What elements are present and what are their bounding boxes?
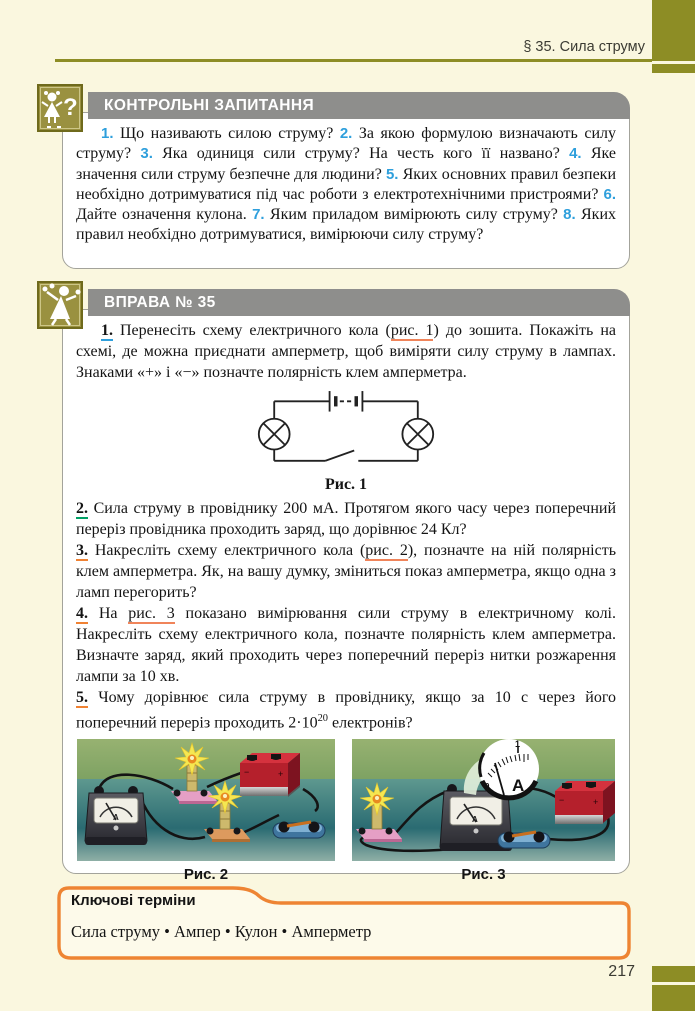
question-text: Яким приладом вимірюють силу струму? (264, 206, 564, 224)
fig2-illustration (77, 739, 335, 861)
switch (498, 832, 550, 849)
question-figure-icon (37, 84, 83, 132)
figure-reference: рис. 3 (128, 605, 175, 622)
header-rule (55, 59, 652, 62)
ammeter (85, 786, 147, 845)
top-right-olive-strip (652, 64, 695, 73)
question-text: Що називають силою струму? (113, 125, 340, 142)
bottom-right-olive-strip (652, 966, 695, 982)
question-number: 4. (569, 145, 582, 163)
fig1-caption: Рис. 1 (324, 476, 368, 493)
exercise-box (62, 309, 630, 884)
figure-reference: рис. 1 (390, 322, 434, 339)
battery (240, 753, 300, 797)
svg-text:+: + (593, 797, 599, 808)
top-right-olive-block (652, 0, 695, 61)
svg-text:−: − (559, 795, 565, 806)
exercise-section-bar (88, 289, 630, 316)
exercise-item: 4. На рис. 3 показано вимірювання сили струму в електричному колі. Накресліть схему електричного кола, позначте полярність клем амперметра. Визначте заряд, який проходить через поперечний переріз нитки розжарення лампи за 10 хв. (76, 605, 616, 685)
question-number: 8. (563, 206, 576, 224)
question-number: 2. (339, 125, 353, 142)
exercise-list-a (76, 320, 616, 383)
figure-circuit (76, 389, 616, 494)
questions-section-title: КОНТРОЛЬНІ ЗАПИТАННЯ (104, 97, 314, 114)
bottom-right-olive-block (652, 985, 695, 1011)
exercise-list-b (76, 498, 616, 733)
question-number: 5. (385, 165, 399, 183)
dial-label-1: 1 (515, 739, 521, 750)
svg-text:+: + (278, 769, 284, 780)
exercise-number: 3. (76, 542, 88, 559)
svg-text:?: ? (63, 94, 78, 121)
key-terms-title: Ключові терміни (71, 892, 196, 909)
figure-3 (352, 739, 615, 883)
battery (555, 781, 615, 824)
exercise-number: 1. (101, 322, 113, 339)
exercise-item: 5. Чому дорівнює сила струму в провіднику, якщо за 10 с через його поперечний переріз проходить $2\cdot 10^{20}$ електронів? (76, 689, 617, 732)
question-text: Яких правил необхідно дотримуватися, вимірюючи силу струму? (76, 206, 617, 244)
question-number: 1. (101, 125, 114, 142)
question-text: За якою формулою визначають силу струму? (76, 125, 616, 163)
figures-row (76, 739, 616, 883)
svg-text:−: − (244, 767, 250, 778)
questions-paragraph (63, 113, 629, 254)
exercise-number: 2. (76, 500, 88, 517)
key-terms-list: Сила струму • Ампер • Кулон • Амперметр (71, 922, 372, 941)
circuit-diagram-svg (241, 389, 451, 469)
figure-2 (77, 739, 335, 883)
dial-label-0: 0 (485, 782, 490, 792)
question-number: 6. (603, 185, 616, 203)
questions-section-bar (88, 92, 630, 119)
questions-box (62, 112, 630, 269)
exercise-item: 2. Сила струму в провіднику 200 мА. Протягом якого часу через поперечний переріз провідника проходить заряд, що дорівнює 24 Кл? (76, 500, 617, 538)
svg-text:A: A (472, 815, 478, 825)
question-text: Дайте означення кулона. (76, 206, 253, 224)
running-header: § 35. Сила струму (523, 39, 645, 55)
fig2-caption: Рис. 2 (183, 866, 229, 884)
juggler-figure-icon (37, 281, 83, 329)
exercise-section-title: ВПРАВА № 35 (104, 294, 216, 311)
question-text: Яка одиниця сили струму? На честь кого її названо? (152, 145, 570, 163)
page-number: 217 (608, 963, 635, 980)
figure-reference: рис. 2 (365, 542, 408, 559)
exercise-number: 4. (76, 605, 88, 622)
question-text: Яке значення сили струму безпечне для людини? (76, 145, 617, 183)
key-terms-box (55, 886, 637, 964)
exercise-number: 5. (76, 689, 88, 706)
question-text: Яких основних правил безпеки необхідно дотримуватися під час роботи з електротехнічними пристроями? (76, 165, 616, 203)
svg-text:A: A (113, 813, 119, 823)
superscript: 20 (317, 713, 328, 724)
exercise-item: 3. Накресліть схему електричного кола (рис. 2), позначте на ній полярність клем амперметра. Як, на вашу думку, зміниться показ амперметра, якщо одна з ламп перегорить? (76, 542, 617, 601)
dial-label-A: A (512, 776, 525, 796)
dial-callout (479, 739, 539, 799)
fig3-illustration (352, 739, 615, 861)
question-number: 3. (140, 145, 153, 163)
exercise-item: 1. Перенесіть схему електричного кола (рис. 1) до зошита. Покажіть на схемі, де можна приєднати амперметр, щоб виміряти силу струму в лампах. Знаками «+» і «−» позначте полярність клем амперметра. (76, 322, 616, 381)
fig3-caption: Рис. 3 (461, 866, 506, 884)
question-number: 7. (252, 206, 265, 224)
switch (273, 822, 325, 839)
